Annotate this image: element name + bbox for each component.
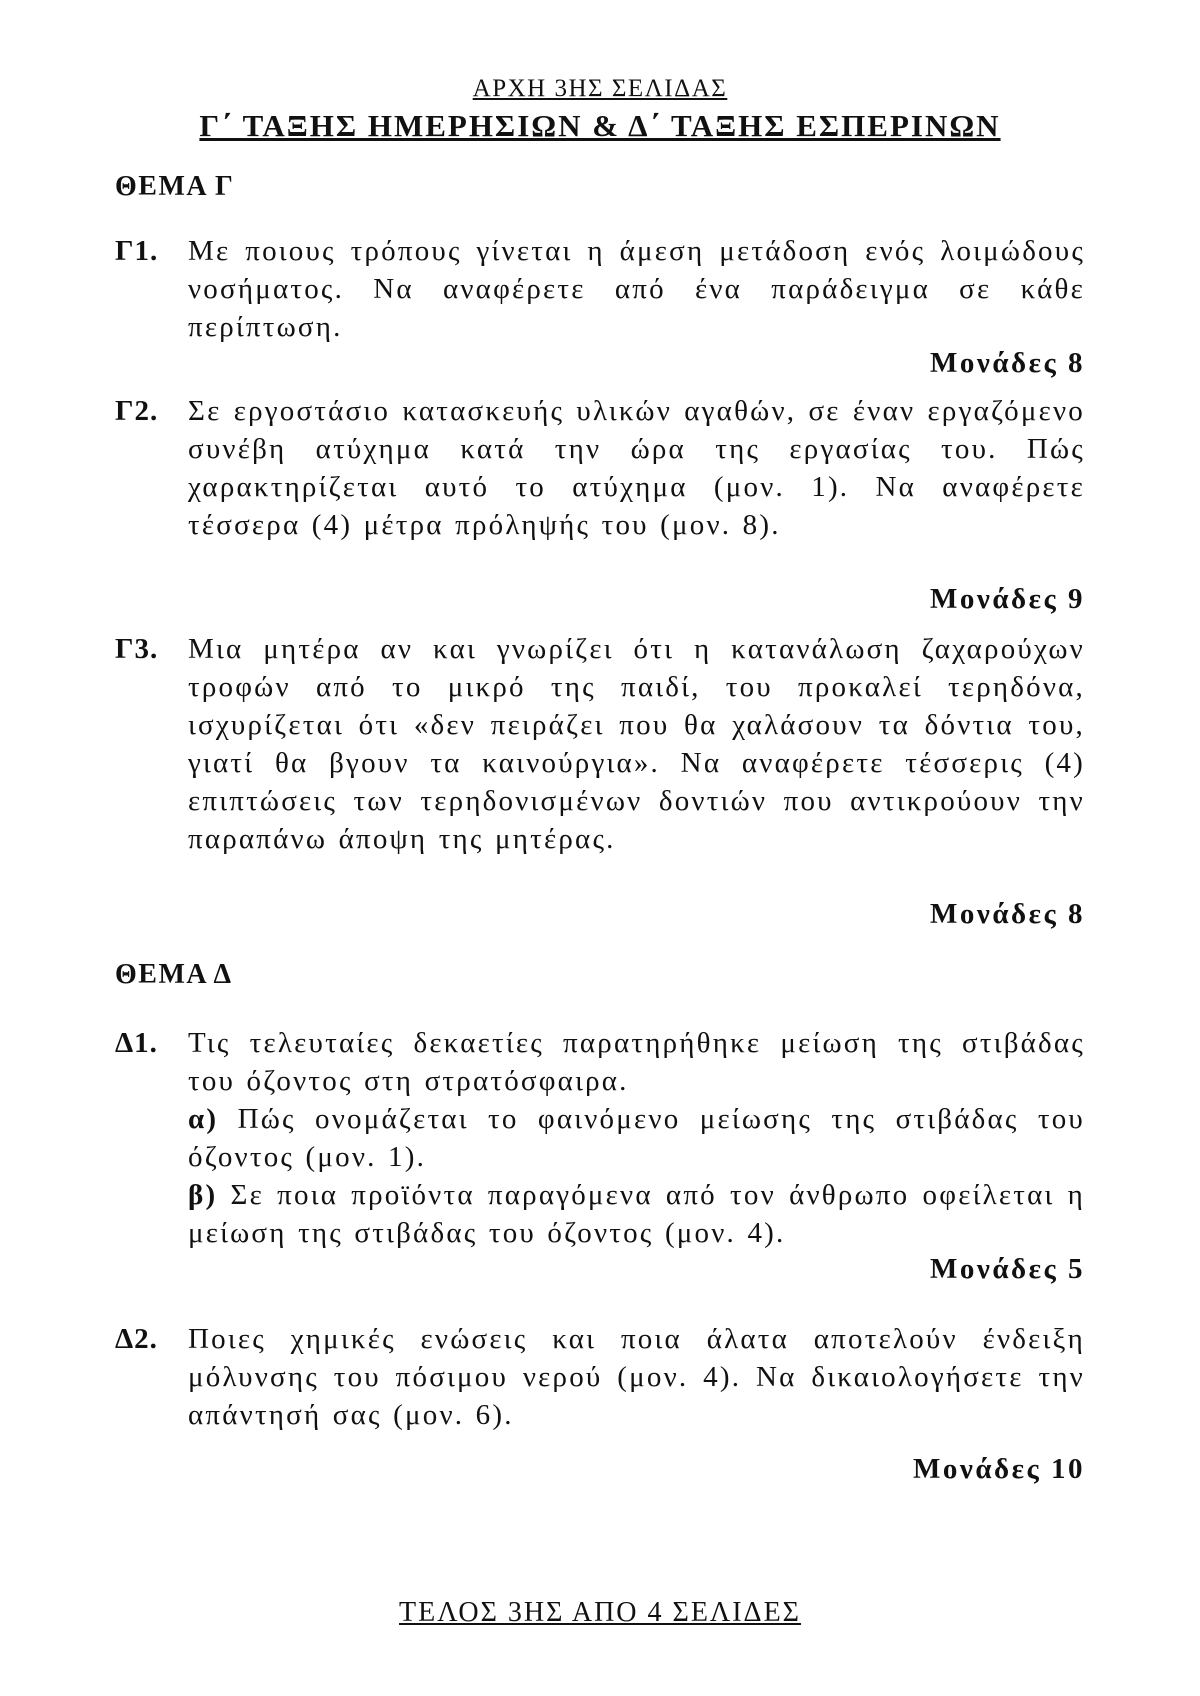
- question-text-d2: Ποιες χημικές ενώσεις και ποια άλατα αποτελούν ένδειξη μόλυνσης του πόσιμου νερού (μον. 4). Να δικαιολογήσετε την απάντησή σας (μον. 6).: [188, 1323, 1085, 1431]
- sub-question-label-b: β): [188, 1179, 218, 1211]
- question-text-d1: [188, 1024, 1085, 1252]
- question-text-g1: Με ποιους τρόπους γίνεται η άμεση μετάδοση ενός λοιμώδους νοσήματος. Να αναφέρετε από ένα παράδειγμα σε κάθε περίπτωση.: [188, 235, 1085, 343]
- marks-g3: Μονάδες 8: [930, 898, 1085, 930]
- page-header: Γ΄ ΤΑΞΗΣ ΗΜΕΡΗΣΙΩΝ & Δ΄ ΤΑΞΗΣ ΕΣΠΕΡΙΝΩΝ: [199, 108, 1001, 143]
- question-text-g2: Σε εργοστάσιο κατασκευής υλικών αγαθών, σε έναν εργαζόμενο συνέβη ατύχημα κατά την ώρα της εργασίας του. Πώς χαρακτηρίζεται αυτό το ατύχημα (μον. 1). Να αναφέρετε τέσσερα (4) μέτρα πρόληψής του (μον. 8).: [188, 395, 1085, 541]
- question-intro-d1: Τις τελευταίες δεκαετίες παρατηρήθηκε μείωση της στιβάδας του όζοντος στη στρατόσφαιρα.: [188, 1027, 1085, 1097]
- sub-question-d1-a: [188, 1100, 1085, 1176]
- question-number-g1: Γ1.: [115, 235, 159, 267]
- marks-g2: Μονάδες 9: [930, 583, 1085, 615]
- page-end-label: ΤΕΛΟΣ 3ΗΣ ΑΠΟ 4 ΣΕΛΙΔΕΣ: [399, 1597, 801, 1628]
- page-start-label: ΑΡΧΗ 3ΗΣ ΣΕΛΙΔΑΣ: [472, 75, 728, 102]
- question-number-g3: Γ3.: [115, 633, 159, 665]
- section-title-theme-g: ΘΕΜΑ Γ: [115, 171, 235, 202]
- sub-question-text-a: Πώς ονομάζεται το φαινόμενο μείωσης της στιβάδας του όζοντος (μον. 1).: [188, 1103, 1085, 1173]
- marks-d2: Μονάδες 10: [913, 1453, 1085, 1485]
- marks-d1: Μονάδες 5: [930, 1253, 1085, 1285]
- question-number-d2: Δ2.: [115, 1323, 158, 1355]
- section-title-theme-d: ΘΕΜΑ Δ: [115, 959, 233, 990]
- marks-g1: Μονάδες 8: [930, 347, 1085, 379]
- sub-question-text-b: Σε ποια προϊόντα παραγόμενα από τον άνθρωπο οφείλεται η μείωση της στιβάδας του όζοντος (μον. 4).: [188, 1179, 1085, 1249]
- sub-question-d1-b: [188, 1176, 1085, 1252]
- sub-question-label-a: α): [188, 1103, 219, 1135]
- question-text-g3: Μια μητέρα αν και γνωρίζει ότι η κατανάλωση ζαχαρούχων τροφών από το μικρό της παιδί, του προκαλεί τερηδόνα, ισχυρίζεται ότι «δεν πειράζει που θα χαλάσουν τα δόντια του, γιατί θα βγουν τα καινούργια». Να αναφέρετε τέσσερις (4) επιπτώσεις των τερηδονισμένων δοντιών που αντικρούουν την παραπάνω άποψη της μητέρας.: [188, 633, 1085, 855]
- question-number-g2: Γ2.: [115, 395, 159, 427]
- question-number-d1: Δ1.: [115, 1027, 158, 1059]
